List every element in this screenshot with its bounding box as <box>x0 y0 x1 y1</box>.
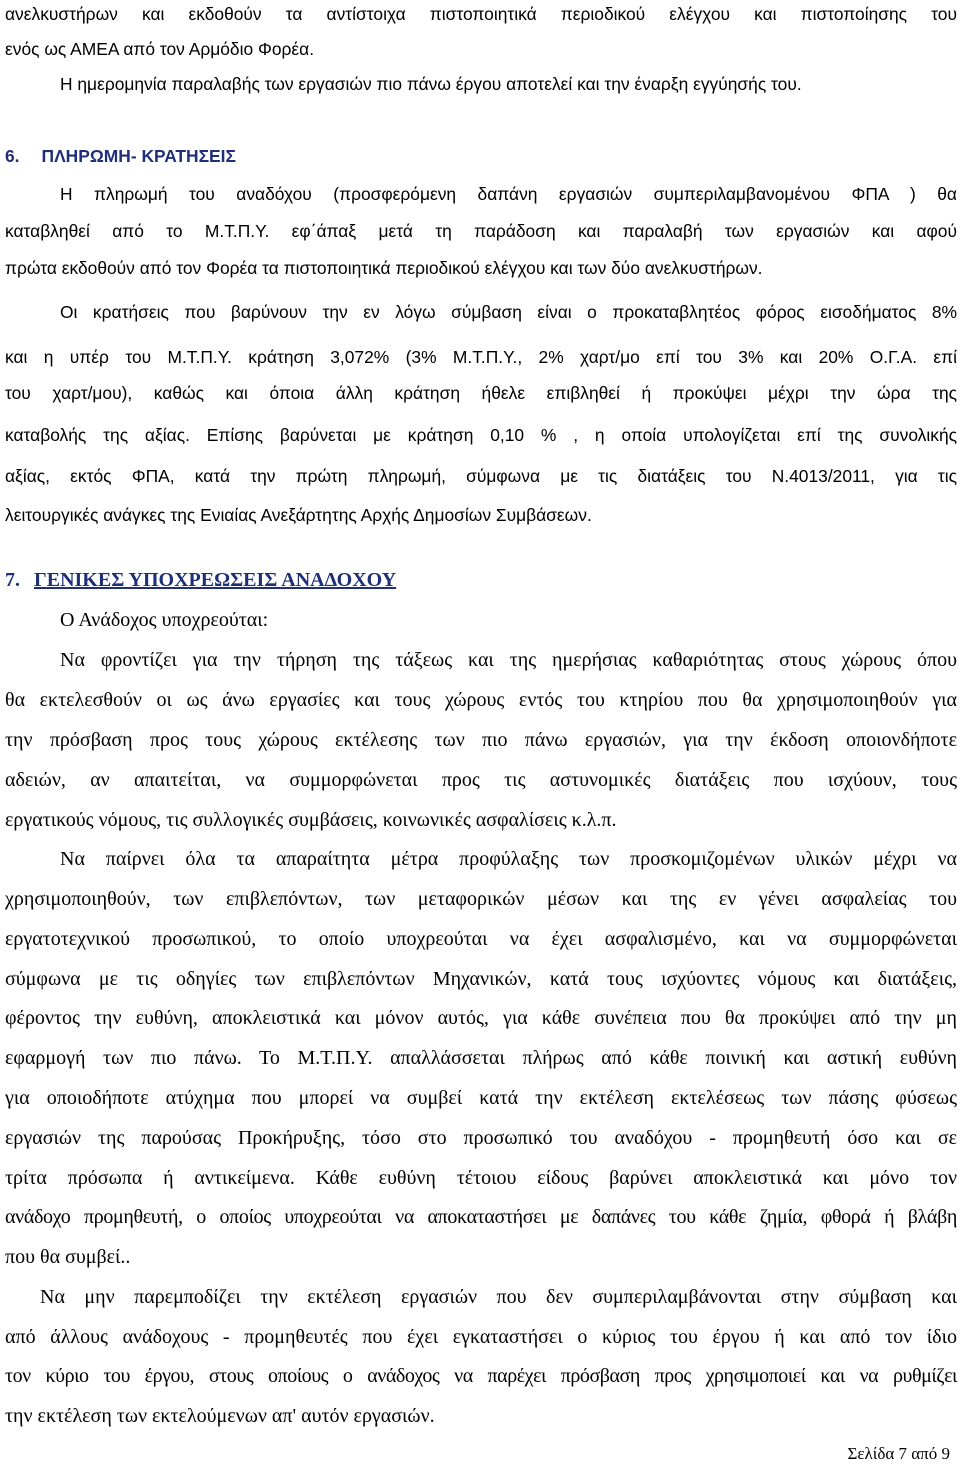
text-line: εργασιών της παρούσας Προκήρυξης, τόσο στο προσωπικό του αναδόχου - προμηθευτή όσο και σε <box>5 1127 957 1149</box>
text-line: Να παίρνει όλα τα απαραίτητα μέτρα προφύλαξης των προσκομιζομένων υλικών μέχρι να <box>60 848 957 870</box>
text-line: εργατικούς νόμους, τις συλλογικές συμβάσεις, κοινωνικές ασφαλίσεις κ.λ.π. <box>5 809 617 831</box>
text-line: για οποιοδήποτε ατύχημα που μπορεί να συμβεί κατά την εκτέλεση εκτελέσεως των πάσης φύσεως <box>5 1087 957 1109</box>
text-line: Η πληρωμή του αναδόχου (προσφερόμενη δαπάνη εργασιών συμπεριλαμβανομένου ΦΠΑ ) θα <box>60 184 957 204</box>
text-line: Η ημερομηνία παραλαβής των εργασιών πιο πάνω έργου αποτελεί και την έναρξη εγγύησής του. <box>60 74 802 94</box>
text-line: εργατοτεχνικού προσωπικού, το οποίο υποχρεούται να έχει ασφαλισμένο, και να συμμορφώνεται <box>5 928 957 950</box>
page-number: Σελίδα 7 από 9 <box>847 1444 950 1463</box>
text-line: Να φροντίζει για την τήρηση της τάξεως και της ημερήσιας καθαριότητας στους χώρους όπου <box>60 649 957 671</box>
section-6-heading <box>5 145 236 167</box>
text-line: χρησιμοποιηθούν, των επιβλεπόντων, των μεταφορικών μέσων και της εν γένει ασφαλείας του <box>5 888 957 910</box>
text-line: φέροντος την ευθύνη, αποκλειστικά και μόνον αυτός, για κάθε συνέπεια που θα προκύψει από την μη <box>5 1007 957 1029</box>
text-line: αξίας, εκτός ΦΠΑ, κατά την πρώτη πληρωμή, σύμφωνα με τις διατάξεις του Ν.4013/2011, για τις <box>5 466 957 486</box>
text-line: πρώτα εκδοθούν από τον Φορέα τα πιστοποιητικά περιοδικού ελέγχου και των δύο ανελκυστήρων. <box>5 258 763 278</box>
section-7-title: ΓΕΝΙΚΕΣ ΥΠΟΧΡΕΩΣΕΙΣ ΑΝΑΔΟΧΟΥ <box>34 569 397 591</box>
text-line: αδειών, αν απαιτείται, να συμμορφώνεται προς τις αστυνομικές διατάξεις που ισχύουν, τους <box>5 769 957 791</box>
text-line: εφαρμογή των πιο πάνω. Το Μ.Τ.Π.Υ. απαλλάσσεται πλήρως από κάθε ποινική και αστική ευθύνη <box>5 1047 957 1069</box>
text-line: σύμφωνα με τις οδηγίες των επιβλεπόντων Μηχανικών, κατά τους ισχύοντες νόμους και διατάξεις, <box>5 968 957 990</box>
text-line: από άλλους ανάδοχους - προμηθευτές που έχει εγκαταστήσει ο κύριος του έργου ή και από τον ίδιο <box>5 1326 957 1348</box>
section-7-number: 7. <box>5 569 20 591</box>
text-line: ανάδοχο προμηθευτή, ο οποίος υποχρεούται να αποκαταστήσει με δαπάνες του κάθε ζημία, φθορά ή βλάβη <box>5 1206 957 1228</box>
text-line: τρίτα πρόσωπα ή αντικείμενα. Κάθε ευθύνη τέτοιου είδους βαρύνει αποκλειστικά και μόνο τον <box>5 1167 957 1189</box>
text-line: Οι κρατήσεις που βαρύνουν την εν λόγω σύμβαση είναι ο προκαταβλητέος φόρος εισοδήματος 8% <box>60 302 957 322</box>
text-line: λειτουργικές ανάγκες της Ενιαίας Ανεξάρτητης Αρχής Δημοσίων Συμβάσεων. <box>5 505 592 525</box>
text-line: ενός ως ΑΜΕΑ από τον Αρμόδιο Φορέα. <box>5 39 315 59</box>
text-line: θα εκτελεσθούν οι ως άνω εργασίες και τους χώρους εντός του κτηρίου που θα χρησιμοποιηθούν για <box>5 689 957 711</box>
section-7-heading <box>5 569 396 591</box>
section-7-subtitle: Ο Ανάδοχος υποχρεούται: <box>60 609 269 631</box>
text-line: τον κύριο του έργου, στους οποίους ο ανάδοχος να παρέχει πρόσβαση προς χρησιμοποιεί και να ρυθμίζει <box>5 1365 957 1387</box>
text-line: καταβολής της αξίας. Επίσης βαρύνεται με κράτηση 0,10 % , η οποία υπολογίζεται επί της συνολικής <box>5 425 957 445</box>
section-6-title: ΠΛΗΡΩΜΗ- ΚΡΑΤΗΣΕΙΣ <box>41 146 236 166</box>
text-line: την εκτέλεση των εκτελούμενων απ' αυτόν εργασιών. <box>5 1405 435 1427</box>
text-line: που θα συμβεί.. <box>5 1246 131 1268</box>
text-line: ανελκυστήρων και εκδοθούν τα αντίστοιχα πιστοποιητικά περιοδικού ελέγχου και πιστοποίησης του <box>5 4 957 24</box>
text-line: καταβληθεί από το Μ.Τ.Π.Υ. εφ΄άπαξ μετά τη παράδοση και παραλαβή των εργασιών και αφού <box>5 221 957 241</box>
section-6-number: 6. <box>5 146 20 166</box>
text-line: και η υπέρ του Μ.Τ.Π.Υ. κράτηση 3,072% (3% Μ.Τ.Π.Υ., 2% χαρτ/μο επί του 3% και 20% Ο.Γ.Α. επί <box>5 347 957 367</box>
text-line: του χαρτ/μου), καθώς και όποια άλλη κράτηση ήθελε επιβληθεί ή προκύψει μέχρι την ώρα της <box>5 383 957 403</box>
text-line: Να μην παρεμποδίζει την εκτέλεση εργασιών που δεν συμπεριλαμβάνονται στην σύμβαση και <box>40 1286 957 1308</box>
text-line: την πρόσβαση προς τους χώρους εκτέλεσης των πιο πάνω εργασιών, για την έκδοση οποιονδήποτε <box>5 729 957 751</box>
